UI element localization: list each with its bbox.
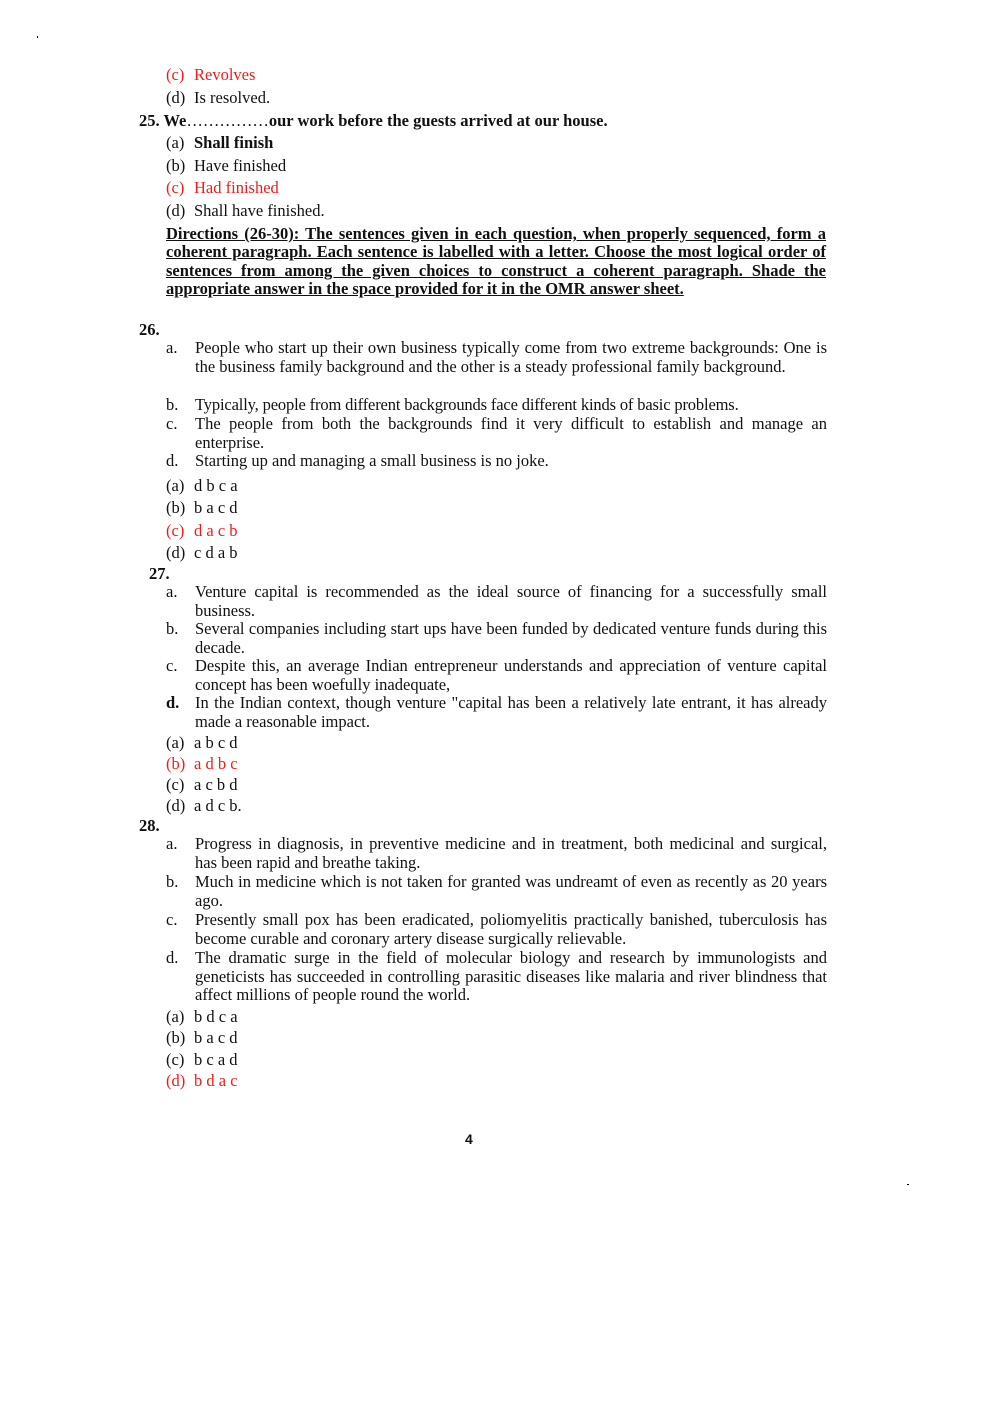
q27-sentence-b	[166, 620, 827, 657]
sentence-text: The people from both the backgrounds find it very difficult to establish and manage an enterprise.	[195, 414, 827, 452]
q26-sentence-a	[166, 339, 827, 376]
option-label: (b)	[166, 498, 186, 517]
q28-sentence-a	[166, 835, 827, 872]
option-label: (b)	[166, 156, 186, 175]
option-label: (d)	[166, 201, 186, 220]
q25-option-d	[166, 201, 325, 220]
option-label: (a)	[166, 133, 185, 152]
q26-option-d	[166, 543, 238, 562]
q27-sentence-d	[166, 694, 827, 731]
q25-stem	[139, 111, 608, 130]
q28-option-c	[166, 1050, 238, 1069]
q27-option-a	[166, 733, 238, 752]
option-text: a d c b.	[194, 796, 242, 815]
q26-option-b	[166, 498, 238, 517]
sentence-label: a.	[166, 834, 178, 853]
sentence-text: Several companies including start ups have been funded by dedicated venture funds during this decade.	[195, 619, 827, 657]
scan-mark	[37, 36, 38, 38]
q28-sentence-c	[166, 911, 827, 948]
q26-option-a	[166, 476, 238, 495]
q28-sentence-d	[166, 949, 827, 1005]
option-text: a b c d	[194, 733, 238, 752]
sentence-text: People who start up their own business typically come from two extreme backgrounds: One is the business family background and the other is a steady professional family background.	[195, 338, 827, 376]
option-text: Have finished	[194, 156, 287, 175]
q26-sentence-c	[166, 415, 827, 452]
option-text: Revolves	[194, 65, 256, 84]
option-label: (d)	[166, 543, 186, 562]
q25-option-c	[166, 178, 279, 197]
option-text: a c b d	[194, 775, 238, 794]
q26-sentence-d	[166, 452, 827, 471]
sentence-label: b.	[166, 872, 179, 891]
sentence-label: b.	[166, 395, 179, 414]
q25-option-b	[166, 156, 286, 175]
option-label: (c)	[166, 775, 185, 794]
q26-number: 26.	[139, 320, 160, 339]
sentence-text: The dramatic surge in the field of molecular biology and research by immunologists and geneticists has succeeded in controlling parasitic diseases like malaria and river blindness that affect millions of people round the world.	[195, 948, 827, 1005]
sentence-label: c.	[166, 910, 178, 929]
option-label: (b)	[166, 1028, 186, 1047]
option-text: c d a b	[194, 543, 238, 562]
sentence-text: Despite this, an average Indian entrepreneur understands and appreciation of venture capital concept has been woefully inadequate,	[195, 656, 827, 694]
q27-option-b	[166, 754, 238, 773]
stem-start: We	[163, 111, 187, 130]
sentence-label: b.	[166, 619, 179, 638]
blank: ……………	[186, 111, 269, 130]
q27-number: 27.	[149, 564, 170, 583]
option-label: (a)	[166, 1007, 185, 1026]
option-text: Shall have finished.	[194, 201, 325, 220]
option-text: b a c d	[194, 498, 238, 517]
stem-end: our work before the guests arrived at our house.	[268, 111, 608, 130]
q27-sentence-a	[166, 583, 827, 620]
option-label: (c)	[166, 1050, 185, 1069]
sentence-text: Starting up and managing a small business is no joke.	[195, 451, 549, 470]
sentence-label: a.	[166, 582, 178, 601]
sentence-label: d.	[166, 693, 180, 712]
option-text: a d b c	[194, 754, 238, 773]
option-label: (a)	[166, 476, 185, 495]
scan-mark	[907, 1184, 909, 1185]
sentence-text: Presently small pox has been eradicated, poliomyelitis practically banished, tuberculosis has become curable and coronary artery disease surgically relievable.	[195, 910, 827, 948]
sentence-label: c.	[166, 414, 178, 433]
option-text: b d c a	[194, 1007, 238, 1026]
sentence-label: a.	[166, 338, 178, 357]
q28-option-d	[166, 1071, 238, 1090]
sentence-text: Venture capital is recommended as the ideal source of financing for a successfully small business.	[195, 582, 827, 620]
q28-number: 28.	[139, 816, 160, 835]
question-number: 25.	[139, 111, 160, 130]
option-label: (d)	[166, 1071, 186, 1090]
option-label: (b)	[166, 754, 186, 773]
option-label: (c)	[166, 178, 185, 197]
option-text: b a c d	[194, 1028, 238, 1047]
sentence-label: d.	[166, 948, 179, 967]
option-text: Shall finish	[194, 133, 274, 152]
q27-option-d	[166, 796, 242, 815]
q28-option-a	[166, 1007, 238, 1026]
option-label: (d)	[166, 88, 186, 107]
q26-option-c	[166, 521, 238, 540]
page-number: 4	[465, 1131, 473, 1147]
sentence-label: d.	[166, 451, 179, 470]
sentence-text: In the Indian context, though venture "capital has been a relatively late entrant, it has already made a reasonable impact.	[195, 693, 827, 731]
option-label: (c)	[166, 65, 185, 84]
option-text: d a c b	[194, 521, 238, 540]
q28-sentence-b	[166, 873, 827, 910]
q24-option-d	[166, 88, 270, 107]
q26-sentence-b	[166, 396, 827, 415]
q24-option-c	[166, 65, 255, 84]
q25-option-a	[166, 133, 273, 152]
sentence-text: Much in medicine which is not taken for granted was undreamt of even as recently as 20 years ago.	[195, 872, 827, 910]
option-label: (c)	[166, 521, 185, 540]
option-text: Had finished	[194, 178, 279, 197]
directions-block: Directions (26-30): The sentences given in each question, when properly sequenced, form a coherent paragraph. Each sentence is labelled with a letter. Choose the most logical order of sentences from among the given choices to construct a coherent paragraph. Shade the appropriate answer in the space provided for it in the OMR answer sheet.	[166, 224, 826, 299]
sentence-text: Progress in diagnosis, in preventive medicine and in treatment, both medicinal and surgical, has been rapid and breathe taking.	[195, 834, 827, 872]
option-label: (a)	[166, 733, 185, 752]
sentence-text: Typically, people from different backgrounds face different kinds of basic problems.	[195, 395, 739, 414]
option-text: b c a d	[194, 1050, 238, 1069]
q27-option-c	[166, 775, 238, 794]
sentence-label: c.	[166, 656, 178, 675]
option-text: d b c a	[194, 476, 238, 495]
option-label: (d)	[166, 796, 186, 815]
option-text: b d a c	[194, 1071, 238, 1090]
q28-option-b	[166, 1028, 238, 1047]
q27-sentence-c	[166, 657, 827, 694]
option-text: Is resolved.	[194, 88, 271, 107]
